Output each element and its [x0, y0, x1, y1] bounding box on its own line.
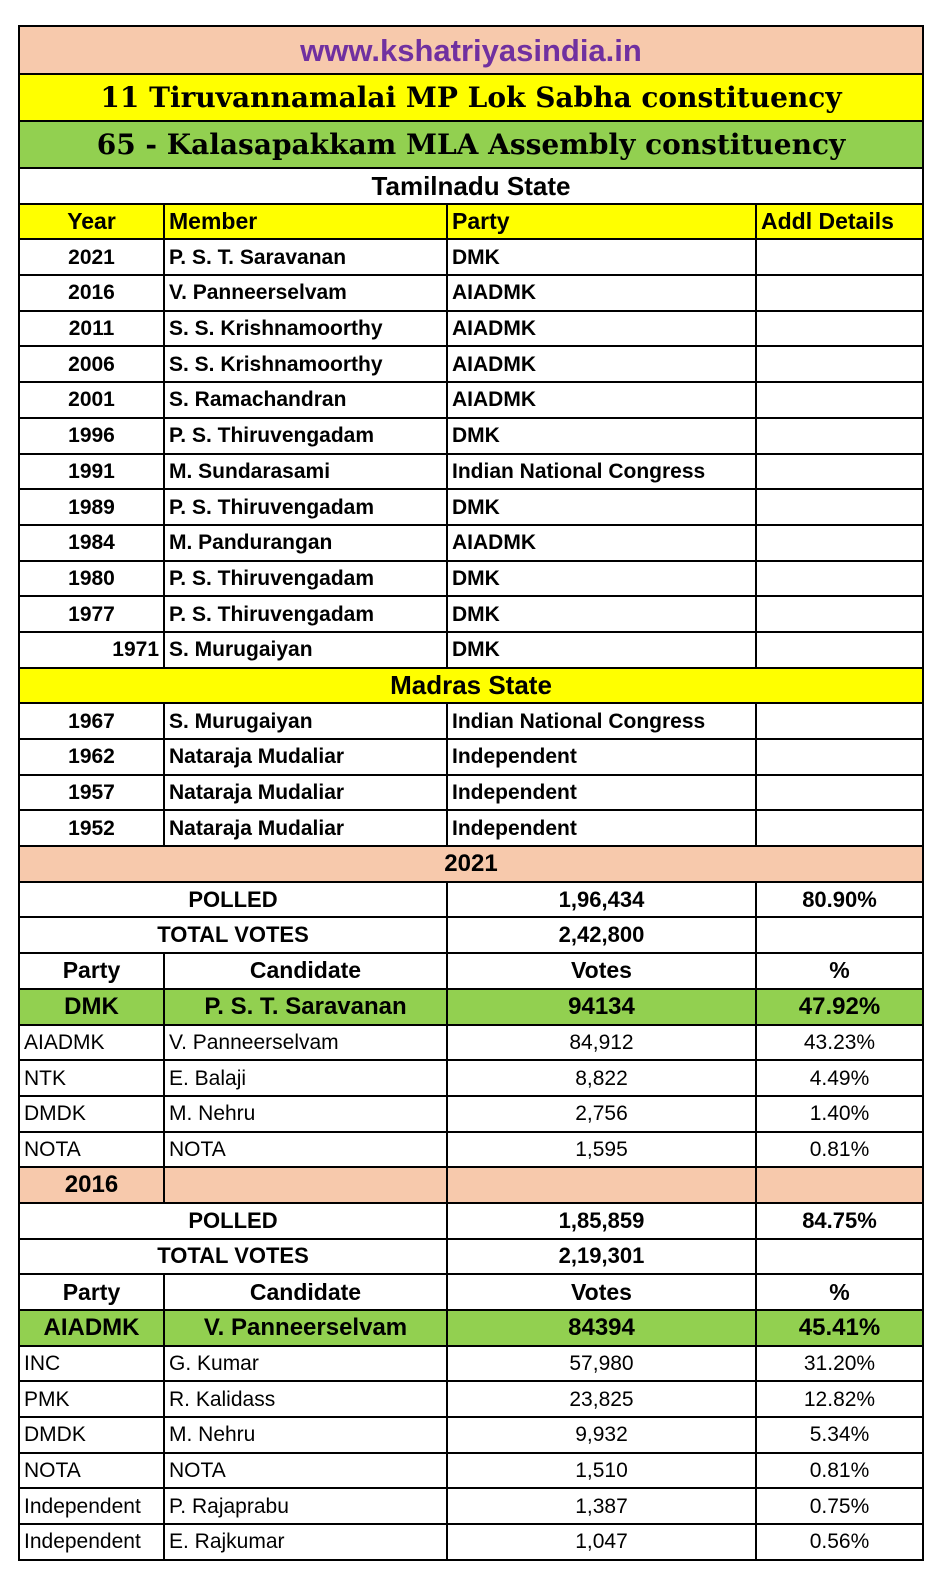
member-details [756, 489, 923, 525]
winner-percent: 47.92% [756, 989, 923, 1025]
header-details: Addl Details [756, 204, 923, 240]
member-name: S. Murugaiyan [164, 703, 447, 739]
polled-votes: 1,85,859 [447, 1203, 756, 1239]
results-header-party: Party [19, 953, 164, 989]
election-year-row [19, 1167, 923, 1203]
winner-candidate: P. S. T. Saravanan [164, 989, 447, 1025]
member-year: 1996 [19, 418, 164, 454]
member-row [19, 775, 923, 811]
candidate-votes: 1,047 [447, 1524, 756, 1560]
candidate-percent: 1.40% [756, 1096, 923, 1132]
candidate-party: DMDK [19, 1096, 164, 1132]
candidate-name: E. Rajkumar [164, 1524, 447, 1560]
candidate-name: P. Rajaprabu [164, 1488, 447, 1524]
candidate-party: NOTA [19, 1132, 164, 1168]
candidate-row [19, 1025, 923, 1061]
member-name: M. Pandurangan [164, 525, 447, 561]
header-year: Year [19, 204, 164, 240]
total-votes-value: 2,42,800 [447, 917, 756, 953]
member-name: S. Murugaiyan [164, 632, 447, 668]
constituency-table [18, 25, 924, 1561]
member-name: M. Sundarasami [164, 454, 447, 490]
results-header-row [19, 1274, 923, 1310]
results-header-row [19, 953, 923, 989]
member-details [756, 632, 923, 668]
candidate-name: NOTA [164, 1132, 447, 1168]
candidate-votes: 8,822 [447, 1060, 756, 1096]
member-details [756, 454, 923, 490]
election-year: 2016 [19, 1167, 164, 1203]
winner-party: DMK [19, 989, 164, 1025]
mla-constituency-title: 65 - Kalasapakkam MLA Assembly constituency [19, 121, 923, 168]
results-header-candidate: Candidate [164, 1274, 447, 1310]
candidate-party: Independent [19, 1524, 164, 1560]
candidate-party: PMK [19, 1381, 164, 1417]
candidate-row [19, 1346, 923, 1382]
member-party: DMK [447, 596, 756, 632]
candidate-party: DMDK [19, 1417, 164, 1453]
member-year: 2006 [19, 346, 164, 382]
member-row [19, 810, 923, 846]
mp-constituency-title: 11 Tiruvannamalai MP Lok Sabha constituency [19, 74, 923, 121]
member-details [756, 382, 923, 418]
member-party: Independent [447, 810, 756, 846]
polled-votes: 1,96,434 [447, 882, 756, 918]
candidate-percent: 5.34% [756, 1417, 923, 1453]
candidate-party: INC [19, 1346, 164, 1382]
member-row [19, 382, 923, 418]
member-year: 1957 [19, 775, 164, 811]
member-details [756, 561, 923, 597]
candidate-percent: 0.81% [756, 1132, 923, 1168]
election-year: 2021 [19, 846, 923, 882]
winner-candidate: V. Panneerselvam [164, 1310, 447, 1346]
candidate-percent: 0.81% [756, 1453, 923, 1489]
candidate-row [19, 1381, 923, 1417]
member-row [19, 596, 923, 632]
candidate-votes: 1,510 [447, 1453, 756, 1489]
member-year: 2016 [19, 275, 164, 311]
winner-row [19, 1310, 923, 1346]
results-header-candidate: Candidate [164, 953, 447, 989]
candidate-votes: 9,932 [447, 1417, 756, 1453]
candidate-row [19, 1096, 923, 1132]
member-details [756, 525, 923, 561]
candidate-row [19, 1417, 923, 1453]
member-party: AIADMK [447, 275, 756, 311]
polled-percent: 84.75% [756, 1203, 923, 1239]
member-year: 2021 [19, 239, 164, 275]
polled-row [19, 1203, 923, 1239]
member-row [19, 561, 923, 597]
total-votes-label: TOTAL VOTES [19, 1239, 447, 1275]
year-band-cell [756, 1167, 923, 1203]
candidate-party: Independent [19, 1488, 164, 1524]
member-row [19, 346, 923, 382]
candidate-votes: 23,825 [447, 1381, 756, 1417]
member-year: 1971 [19, 632, 164, 668]
member-name: P. S. T. Saravanan [164, 239, 447, 275]
candidate-votes: 57,980 [447, 1346, 756, 1382]
candidate-percent: 0.75% [756, 1488, 923, 1524]
candidate-votes: 1,595 [447, 1132, 756, 1168]
candidate-votes: 2,756 [447, 1096, 756, 1132]
member-party: DMK [447, 632, 756, 668]
member-name: P. S. Thiruvengadam [164, 596, 447, 632]
candidate-row [19, 1060, 923, 1096]
year-band-cell [447, 1167, 756, 1203]
member-year: 1967 [19, 703, 164, 739]
winner-votes: 94134 [447, 989, 756, 1025]
member-party: Indian National Congress [447, 454, 756, 490]
total-votes-row [19, 917, 923, 953]
candidate-name: V. Panneerselvam [164, 1025, 447, 1061]
site-title: www.kshatriyasindia.in [19, 26, 923, 74]
member-row [19, 454, 923, 490]
member-party: AIADMK [447, 525, 756, 561]
candidate-name: M. Nehru [164, 1096, 447, 1132]
candidate-votes: 84,912 [447, 1025, 756, 1061]
member-row [19, 418, 923, 454]
member-details [756, 596, 923, 632]
polled-row [19, 882, 923, 918]
member-details [756, 739, 923, 775]
member-row [19, 739, 923, 775]
member-year: 1989 [19, 489, 164, 525]
header-member: Member [164, 204, 447, 240]
candidate-name: NOTA [164, 1453, 447, 1489]
member-party: DMK [447, 489, 756, 525]
member-row [19, 632, 923, 668]
member-row [19, 311, 923, 347]
member-details [756, 418, 923, 454]
total-votes-label: TOTAL VOTES [19, 917, 447, 953]
member-name: P. S. Thiruvengadam [164, 561, 447, 597]
member-row [19, 525, 923, 561]
members-header-row [19, 204, 923, 240]
candidate-percent: 0.56% [756, 1524, 923, 1560]
member-name: S. S. Krishnamoorthy [164, 346, 447, 382]
member-year: 1991 [19, 454, 164, 490]
member-party: Independent [447, 739, 756, 775]
polled-label: POLLED [19, 1203, 447, 1239]
member-details [756, 703, 923, 739]
winner-percent: 45.41% [756, 1310, 923, 1346]
candidate-percent: 31.20% [756, 1346, 923, 1382]
member-name: Nataraja Mudaliar [164, 739, 447, 775]
candidate-party: NOTA [19, 1453, 164, 1489]
winner-party: AIADMK [19, 1310, 164, 1346]
member-party: DMK [447, 418, 756, 454]
total-votes-empty [756, 1239, 923, 1275]
candidate-name: E. Balaji [164, 1060, 447, 1096]
total-votes-value: 2,19,301 [447, 1239, 756, 1275]
candidate-row [19, 1453, 923, 1489]
state-heading-madras: Madras State [19, 668, 923, 704]
member-year: 1977 [19, 596, 164, 632]
member-name: V. Panneerselvam [164, 275, 447, 311]
member-year: 1984 [19, 525, 164, 561]
member-party: AIADMK [447, 311, 756, 347]
member-details [756, 311, 923, 347]
winner-votes: 84394 [447, 1310, 756, 1346]
candidate-name: G. Kumar [164, 1346, 447, 1382]
candidate-percent: 4.49% [756, 1060, 923, 1096]
member-party: AIADMK [447, 382, 756, 418]
member-party: DMK [447, 561, 756, 597]
candidate-name: M. Nehru [164, 1417, 447, 1453]
member-name: Nataraja Mudaliar [164, 775, 447, 811]
state-heading-tamilnadu: Tamilnadu State [19, 168, 923, 204]
polled-percent: 80.90% [756, 882, 923, 918]
member-year: 1980 [19, 561, 164, 597]
results-header-votes: Votes [447, 953, 756, 989]
member-party: DMK [447, 239, 756, 275]
member-row [19, 703, 923, 739]
member-name: P. S. Thiruvengadam [164, 489, 447, 525]
results-header-percent: % [756, 953, 923, 989]
candidate-votes: 1,387 [447, 1488, 756, 1524]
member-name: P. S. Thiruvengadam [164, 418, 447, 454]
polled-label: POLLED [19, 882, 447, 918]
member-name: Nataraja Mudaliar [164, 810, 447, 846]
header-party: Party [447, 204, 756, 240]
member-details [756, 239, 923, 275]
election-year-row [19, 846, 923, 882]
member-year: 1952 [19, 810, 164, 846]
results-header-party: Party [19, 1274, 164, 1310]
total-votes-row [19, 1239, 923, 1275]
candidate-party: NTK [19, 1060, 164, 1096]
total-votes-empty [756, 917, 923, 953]
member-year: 2001 [19, 382, 164, 418]
candidate-row [19, 1132, 923, 1168]
candidate-row [19, 1488, 923, 1524]
candidate-name: R. Kalidass [164, 1381, 447, 1417]
member-party: Independent [447, 775, 756, 811]
constituency-sheet [18, 25, 922, 1561]
year-band-cell [164, 1167, 447, 1203]
member-year: 2011 [19, 311, 164, 347]
member-party: AIADMK [447, 346, 756, 382]
candidate-row [19, 1524, 923, 1560]
member-row [19, 489, 923, 525]
member-name: S. Ramachandran [164, 382, 447, 418]
winner-row [19, 989, 923, 1025]
member-row [19, 275, 923, 311]
candidate-percent: 12.82% [756, 1381, 923, 1417]
results-header-votes: Votes [447, 1274, 756, 1310]
member-party: Indian National Congress [447, 703, 756, 739]
member-row [19, 239, 923, 275]
results-header-percent: % [756, 1274, 923, 1310]
member-year: 1962 [19, 739, 164, 775]
member-details [756, 346, 923, 382]
member-details [756, 810, 923, 846]
member-name: S. S. Krishnamoorthy [164, 311, 447, 347]
candidate-party: AIADMK [19, 1025, 164, 1061]
member-details [756, 275, 923, 311]
member-details [756, 775, 923, 811]
candidate-percent: 43.23% [756, 1025, 923, 1061]
